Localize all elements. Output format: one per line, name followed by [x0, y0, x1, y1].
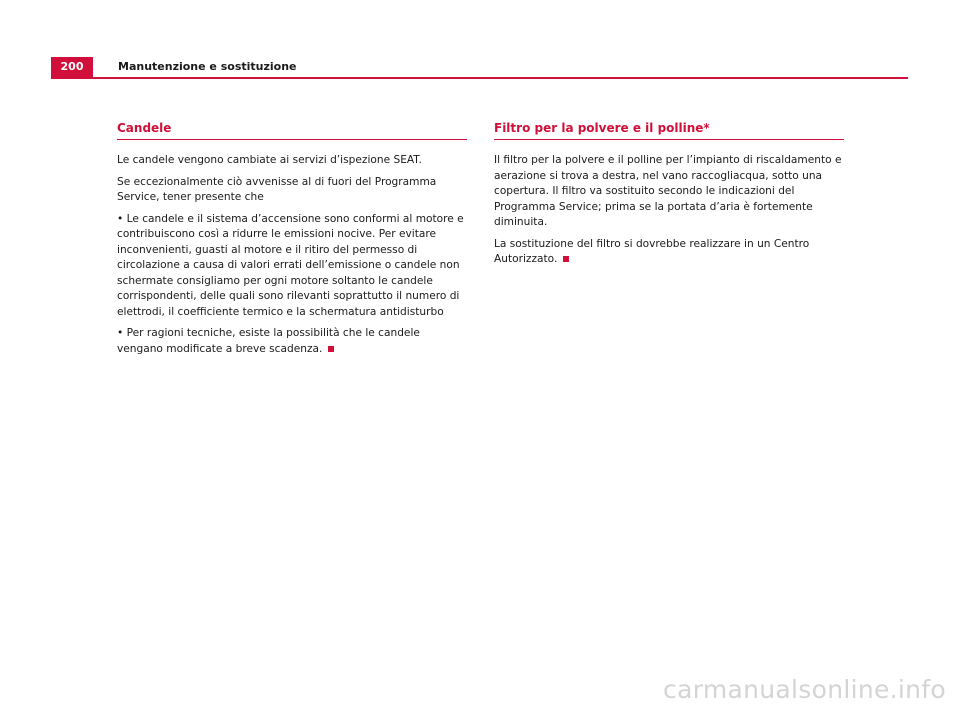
running-title: Manutenzione e sostituzione: [118, 60, 297, 73]
paragraph-text: • Per ragioni tecniche, esiste la possibilità che le candele vengano modificate a breve scadenza.: [117, 327, 420, 355]
section-title-candele: Candele: [117, 120, 467, 140]
bullet-paragraph-with-end-mark: [117, 326, 467, 357]
paragraph-with-end-mark: [494, 237, 844, 268]
left-column: [117, 120, 467, 363]
section-end-square-icon: [328, 346, 334, 352]
right-column: [494, 120, 844, 274]
page-number: 200: [51, 57, 93, 77]
paragraph-text: La sostituzione del filtro si dovrebbe realizzare in un Centro Autorizzato.: [494, 237, 810, 265]
paragraph: Il filtro per la polvere e il polline per l’impianto di riscaldamento e aerazione si trova a destra, nel vano raccogliacqua, sotto una copertura. Il filtro va sostituito secondo le indicazioni del Programma Service; prima se la portata d’aria è fortemente diminuita.: [494, 154, 842, 228]
paragraph: Se eccezionalmente ciò avvenisse al di fuori del Programma Service, tener presente che: [117, 175, 437, 203]
watermark: carmanualsonline.info: [663, 675, 946, 704]
bullet-paragraph: • Le candele e il sistema d’accensione sono conformi al motore e contribuiscono così a ridurre le emissioni nocive. Per evitare inconvenienti, guasti al motore e il ritiro del permesso di circolazione a causa di valori errati dell’emissione o candele non schermate consigliamo per ogni motore soltanto le candele corrispondenti, delle quali sono rilevanti soprattutto il numero di elettrodi, il coefficiente termico e la schermatura antidisturbo: [117, 212, 464, 318]
paragraph: Le candele vengono cambiate ai servizi d’ispezione SEAT.: [117, 154, 422, 166]
section-title-filtro: Filtro per la polvere e il polline*: [494, 120, 844, 140]
section-end-square-icon: [563, 256, 569, 262]
page-header: [51, 57, 908, 79]
